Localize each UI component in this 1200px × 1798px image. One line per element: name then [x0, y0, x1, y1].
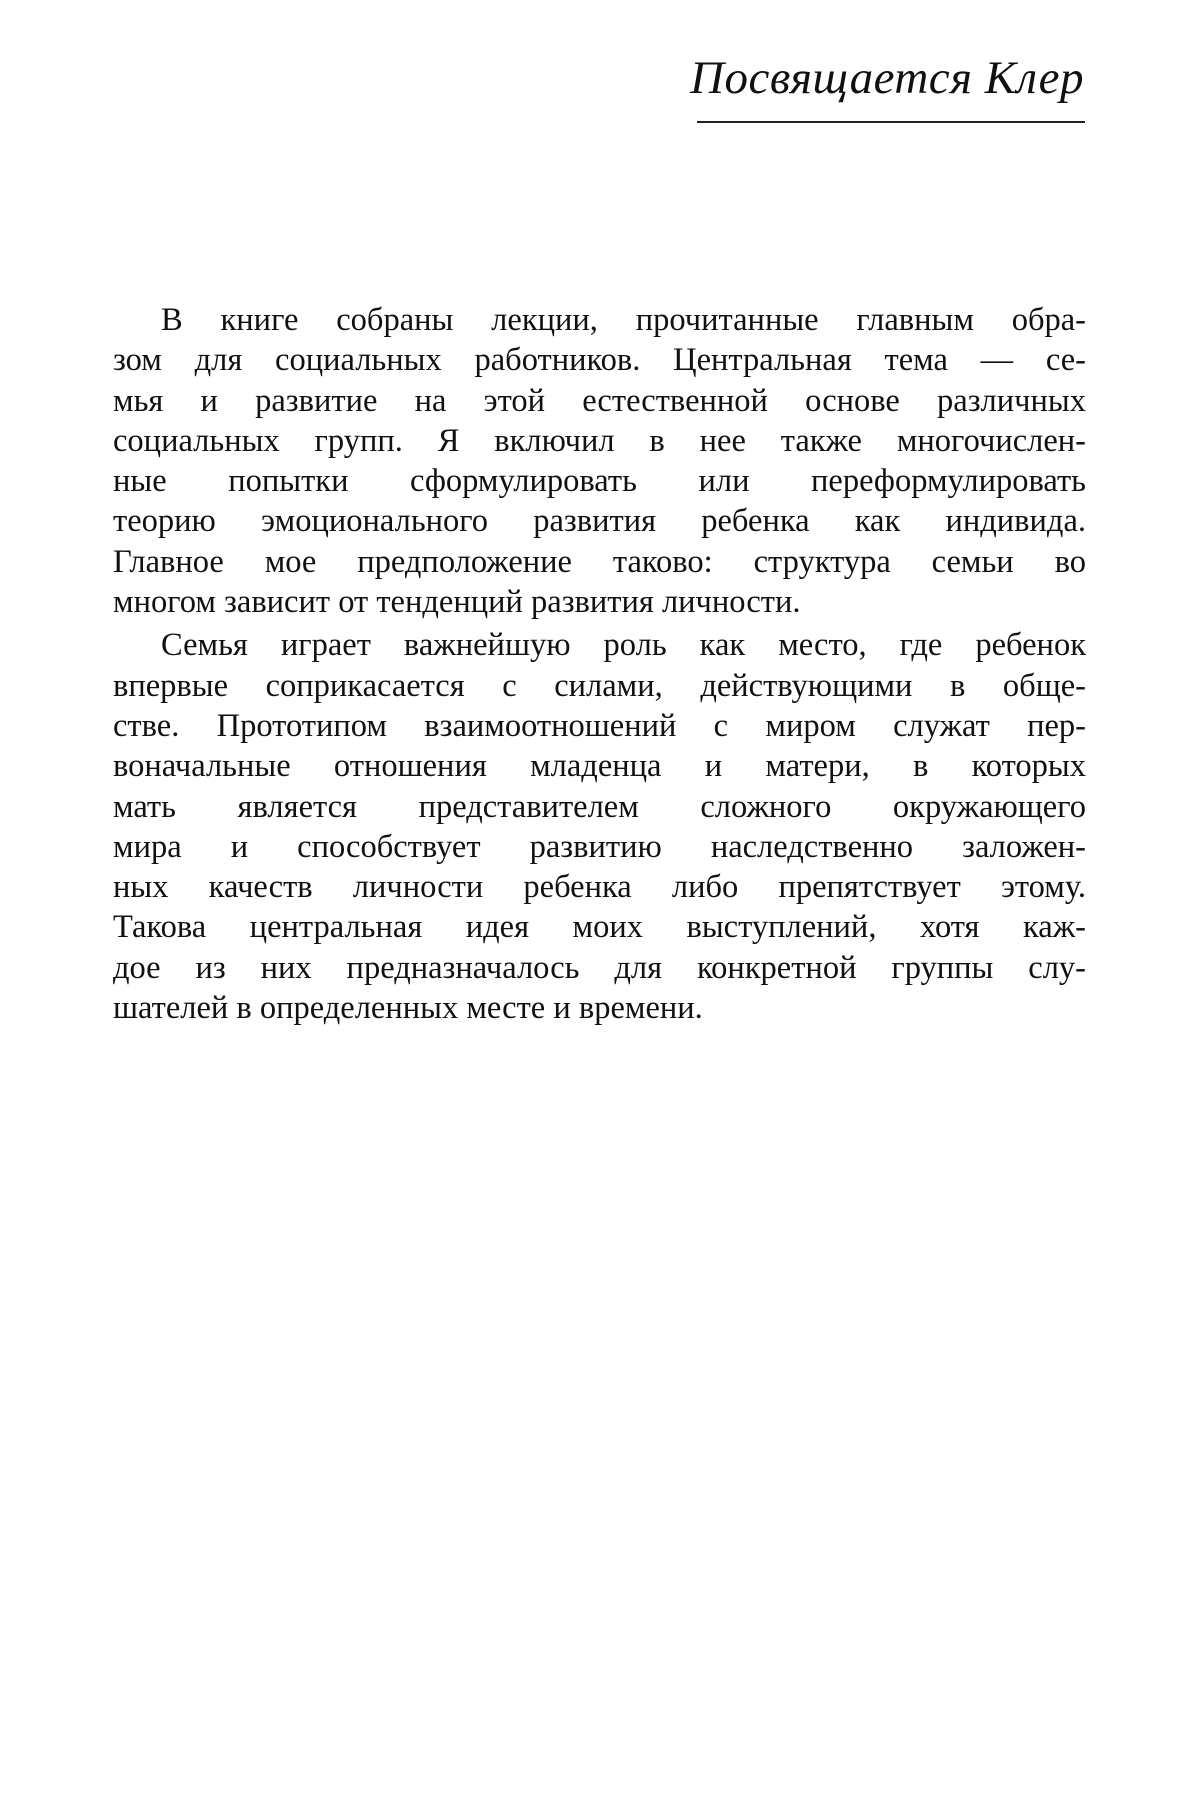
text-line: зом для социальных работников. Центральная тема — се-	[113, 342, 1086, 379]
dedication-rule	[697, 121, 1085, 123]
text-line: ные попытки сформулировать или переформулировать	[113, 463, 1086, 500]
text-line: Такова центральная идея моих выступлений, хотя каж-	[113, 909, 1086, 946]
text-line: дое из них предназначалось для конкретной группы слу-	[113, 949, 1086, 986]
text-line: мира и способствует развитию наследственно заложен-	[113, 828, 1086, 865]
paragraph-1	[113, 300, 1086, 622]
dedication: Посвящается Клер	[690, 52, 1084, 104]
text-line: мья и развитие на этой естественной основе различных	[113, 382, 1086, 419]
text-line: социальных групп. Я включил в нее также многочислен-	[113, 422, 1086, 459]
text-line: ных качеств личности ребенка либо препятствует этому.	[113, 869, 1086, 906]
text-line: В книге собраны лекции, прочитанные главным обра-	[161, 302, 1086, 338]
text-line: стве. Прототипом взаимоотношений с миром служат пер-	[113, 707, 1086, 744]
text-line: теорию эмоционального развития ребенка как индивида.	[113, 503, 1086, 540]
text-line: многом зависит от тенденций развития личности.	[113, 584, 801, 621]
text-line: мать является представителем сложного окружающего	[113, 788, 1086, 825]
text-line: воначальные отношения младенца и матери, в которых	[113, 748, 1086, 785]
text-line: Семья играет важнейшую роль как место, где ребенок	[161, 627, 1086, 664]
text-line: впервые соприкасается с силами, действующими в обще-	[113, 667, 1086, 704]
text-line: шателей в определенных месте и времени.	[113, 990, 703, 1027]
body-text	[113, 300, 1086, 1028]
paragraph-2	[113, 625, 1086, 1028]
text-line: Главное мое предположение таково: структура семьи во	[113, 543, 1086, 580]
